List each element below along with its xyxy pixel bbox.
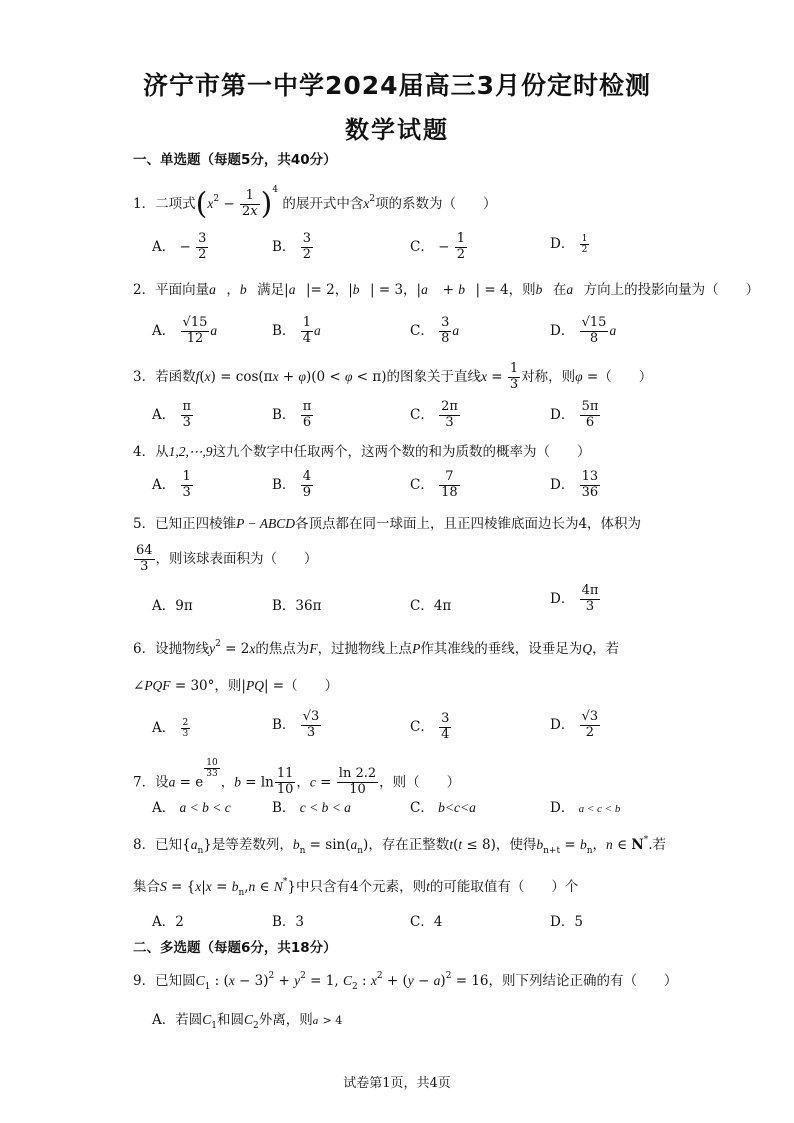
page-footer: 试卷第1页，共4页 [343, 1076, 451, 1091]
q1-option-c[interactable]: C． − $\frac{1}{2}$ [410, 231, 466, 262]
question-9: 9．已知圆$C_1$ : $(x - 3)^2 + y^2 = 1$, $C_2$ : $x^2 + (y - a)^2 = 16$，则下列结论正确的有（ ） [133, 971, 678, 992]
q2-option-b[interactable]: B． $\frac{1}{4}$ a⃗ [272, 315, 332, 346]
q2-option-c[interactable]: C． $\frac{3}{8}$ a⃗ [410, 315, 470, 346]
q6-option-a[interactable]: A． $\frac{2}{3}$ [152, 717, 189, 739]
question-2: 2．平面向量a⃗，b⃗满足|a⃗|= 2，|b⃗| = 3，|a⃗ + b⃗| = 4，则b⃗在a⃗方向上的投影向量为（ ） [133, 282, 760, 298]
q8-option-a[interactable]: A．2 [152, 914, 184, 930]
q3-option-d[interactable]: D． $\frac{5\pi}{6}$ [550, 399, 599, 430]
question-5-line2: $\frac{64}{3}$ ，则该球表面积为（ ） [136, 543, 318, 574]
q4-option-a[interactable]: A． $\frac{1}{3}$ [152, 469, 191, 500]
question-8: 8．已知$\{a_n\}$是等差数列，$b_n = \sin(a_n)$，存在正整数t(t ≤ 8)，使得$b_{n+t} = b_n$，n ∈ N*.若 [133, 835, 667, 856]
question-8-line2: 集合$S = \{x|x = b_n,n$ ∈ N*}中只含有4个元素，则t的可能取值有（ ）个 [133, 877, 579, 898]
q1-option-d[interactable]: D． $\frac{1}{2}$ [550, 233, 588, 255]
q3-option-a[interactable]: A． $\frac{\pi}{3}$ [152, 399, 192, 430]
q5-option-b[interactable]: B．36π [272, 598, 322, 614]
q5-option-c[interactable]: C．4π [410, 598, 452, 614]
q7-option-a[interactable]: A． a < b < c [152, 800, 231, 816]
q3-option-c[interactable]: C． $\frac{2\pi}{3}$ [410, 399, 458, 430]
q2-option-a[interactable]: A． $\frac{√15}{12}$ a⃗ [152, 315, 228, 346]
question-3: 3．若函数f(x) = cos(πx + φ)(0 < φ < π)的图象关于直线x = $\frac{1}{3}$ 对称，则φ =（ ） [133, 361, 653, 392]
question-4: 4．从1,2,⋯,9这九个数字中任取两个，这两个数的和为质数的概率为（ ） [133, 444, 591, 460]
q8-option-d[interactable]: D．5 [550, 914, 583, 930]
q5-option-d[interactable]: D． $\frac{4\pi}{3}$ [550, 583, 599, 614]
section-single-choice: 一、单选题（每题5分，共40分） [133, 152, 337, 168]
q5-option-a[interactable]: A．9π [152, 598, 193, 614]
q1-option-a[interactable]: A． − $\frac{3}{2}$ [152, 231, 207, 262]
q4-option-c[interactable]: C． $\frac{7}{18}$ [410, 469, 458, 500]
q2-option-d[interactable]: D． $\frac{√15}{8}$ a⃗ [550, 315, 627, 346]
q9-option-a[interactable]: A．若圆$C_1$和圆$C_2$外离，则a > 4 [152, 1012, 343, 1031]
q4-option-b[interactable]: B． $\frac{4}{9}$ [272, 469, 311, 500]
q7-option-b[interactable]: B． c < b < a [272, 800, 351, 816]
q8-option-b[interactable]: B．3 [272, 914, 305, 930]
q3-option-b[interactable]: B． $\frac{\pi}{6}$ [272, 399, 312, 430]
question-6: 6．设抛物线$y^2 = 2x$的焦点为F，过抛物线上点P作其准线的垂线，设垂足为Q，若 [133, 639, 620, 657]
question-1: 1．二项式($x^2$ − $\frac{1}{2x}$ )$^4$ 的展开式中含$x^2$项的系数为（ ） [133, 185, 497, 222]
q6-option-b[interactable]: B． $\frac{√3}{3}$ [272, 709, 320, 740]
q4-option-d[interactable]: D． $\frac{13}{36}$ [550, 469, 599, 500]
q7-option-d[interactable]: D． a < c < b [550, 800, 621, 816]
page-subtitle: 数学试题 [345, 116, 449, 144]
page-title: 济宁市第一中学2024届高三3月份定时检测 [143, 71, 651, 100]
q6-option-d[interactable]: D． $\frac{√3}{2}$ [550, 709, 599, 740]
question-5: 5．已知正四棱锥P − ABCD各顶点都在同一球面上，且正四棱锥底面边长为4，体积为 [133, 516, 642, 532]
section-multi-choice: 二、多选题（每题6分，共18分） [133, 940, 337, 956]
q1-option-b[interactable]: B． $\frac{3}{2}$ [272, 231, 311, 262]
question-7: 7．设a = e $\frac{10}{33}$ ，b = ln $\frac{11}{10}$ ，c = $\frac{\ln 2.2}{10}$ ，则（ ） [133, 758, 461, 798]
q6-option-c[interactable]: C． $\frac{3}{4}$ [410, 711, 450, 742]
q7-option-c[interactable]: C． b<c<a [410, 800, 476, 816]
q8-option-c[interactable]: C．4 [410, 914, 443, 930]
question-6-line2: ∠PQF = 30°，则|PQ| =（ ） [133, 678, 339, 694]
